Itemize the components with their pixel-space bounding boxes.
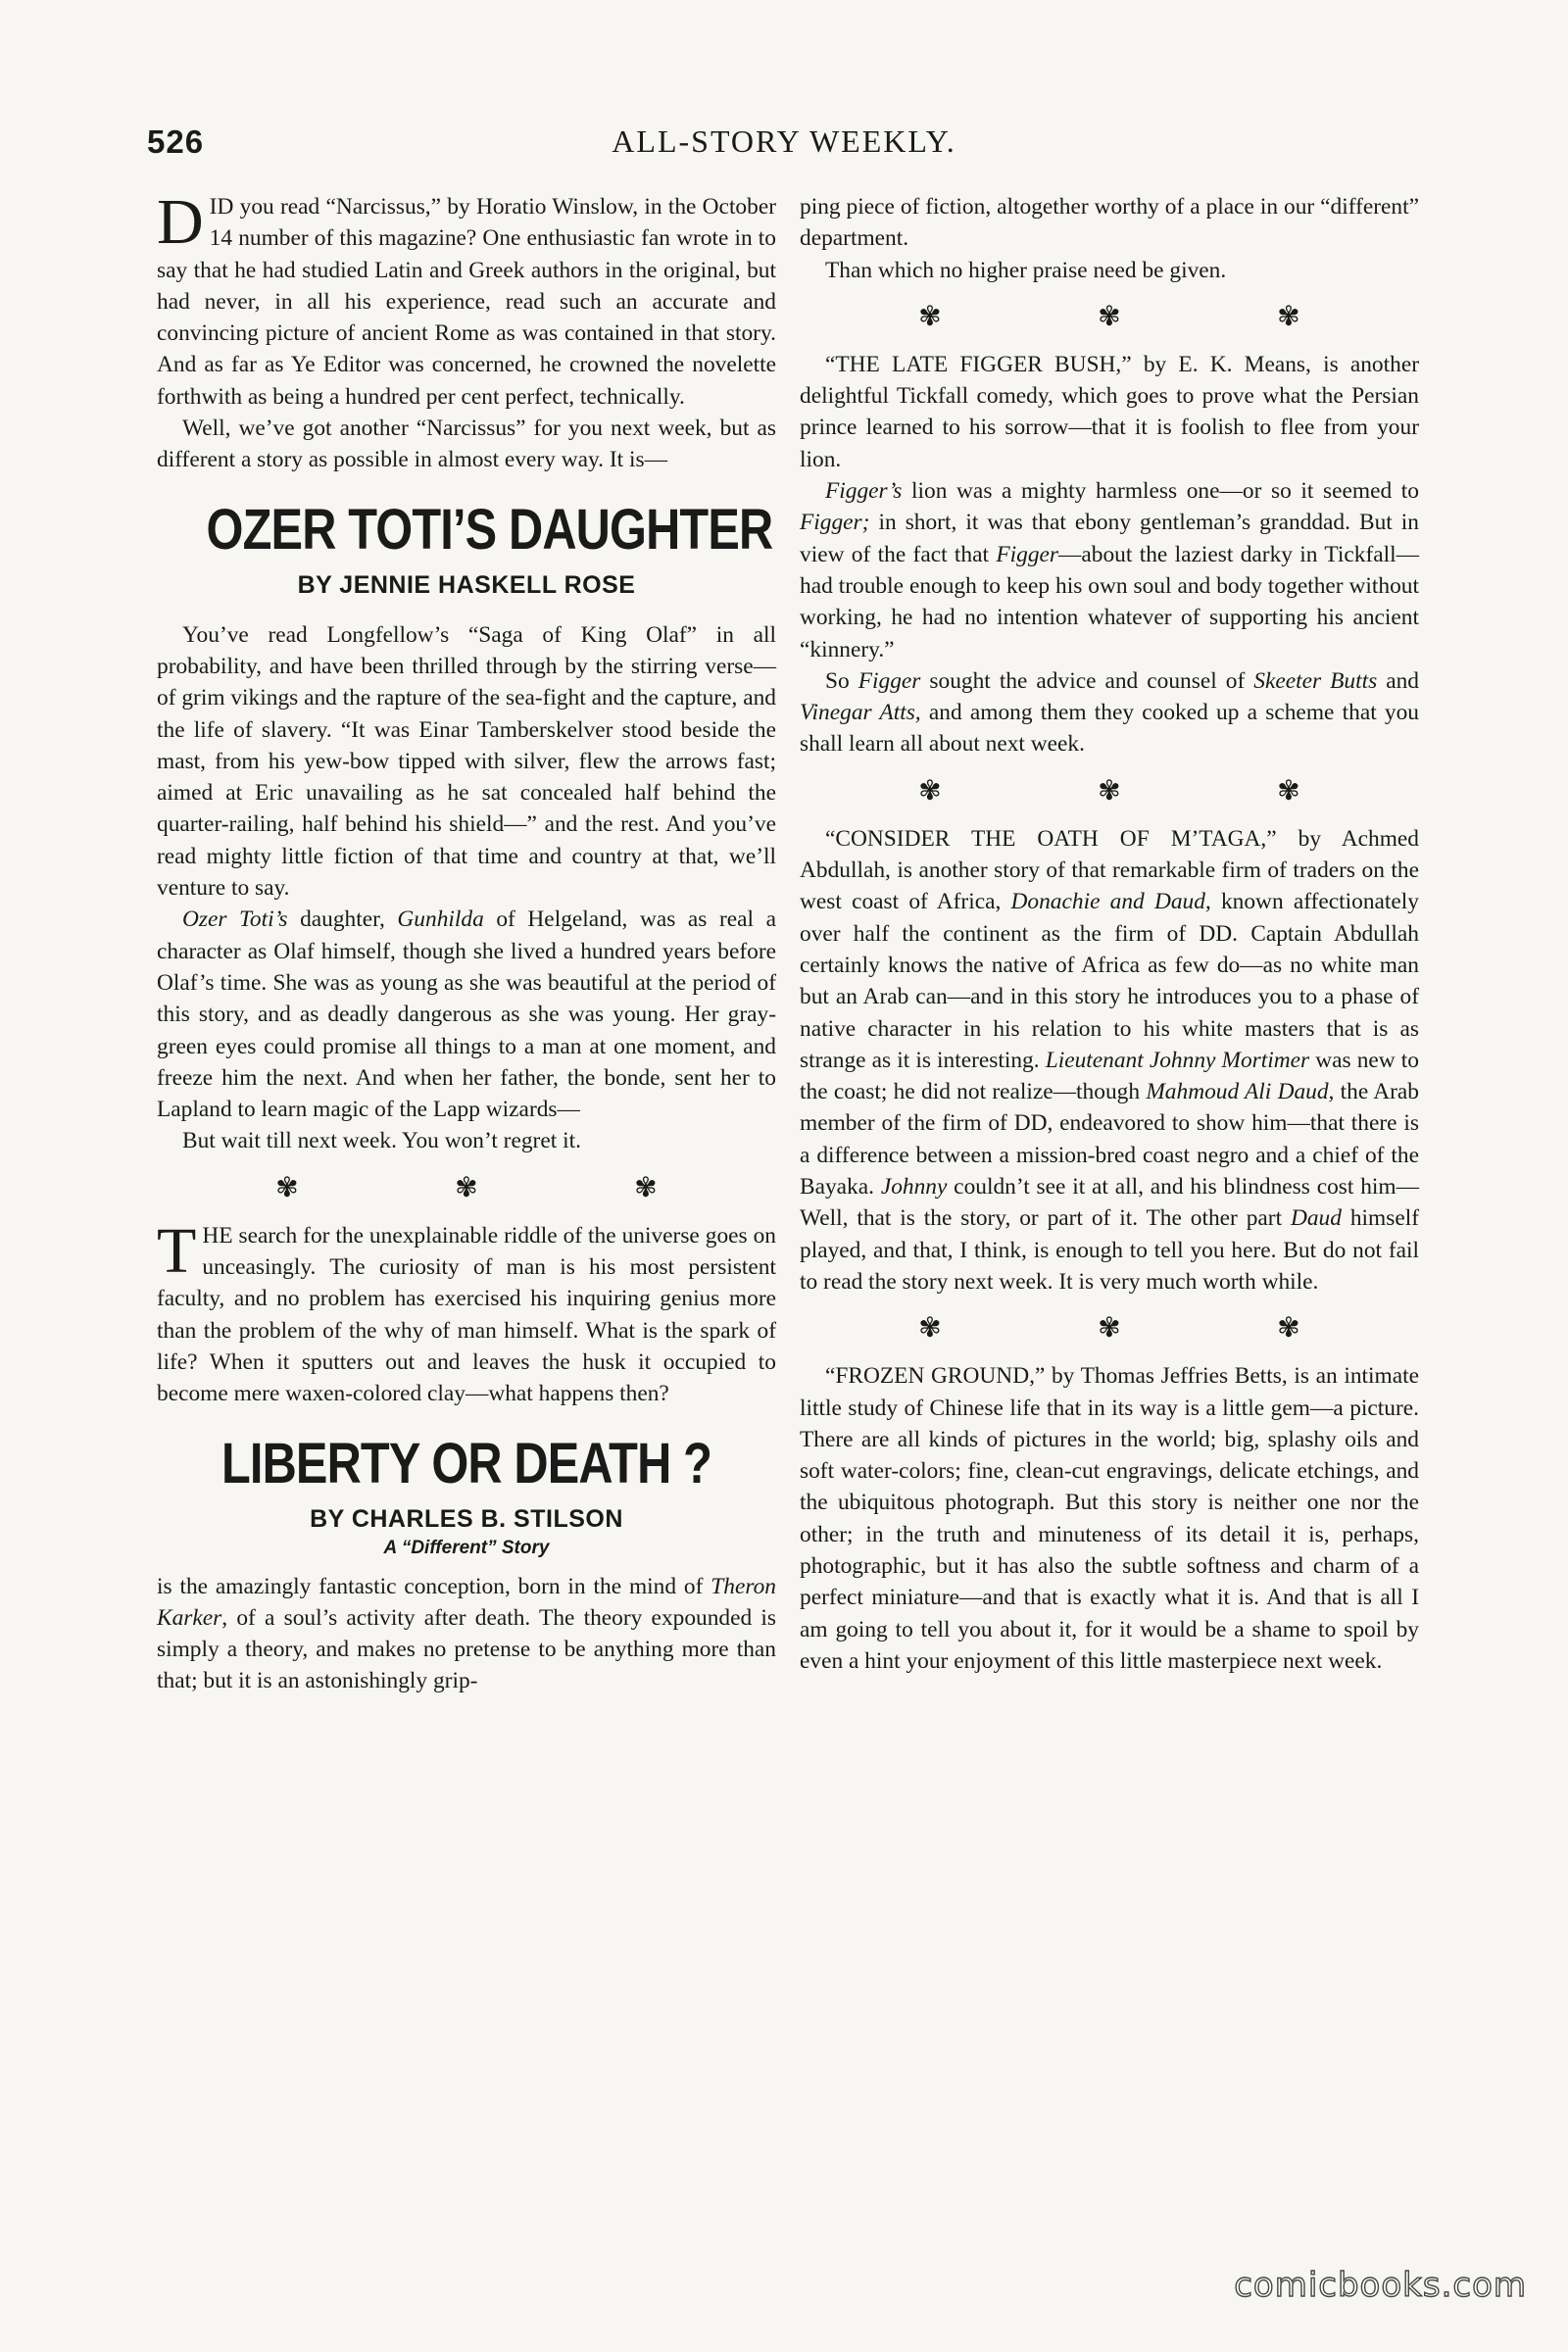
praise-paragraph: Than which no higher praise need be given. (825, 257, 1227, 283)
left-column (157, 186, 776, 1697)
frozen-ground-paragraph: “FROZEN GROUND,” by Thomas Jeffries Betts, is an intimate little study of Chinese life that in its way is a little gem—a picture. There are all kinds of pictures in the world; big, splashy oils and soft water-colors; fine, clean-cut engravings, delicate etchings, and the ubiquitous photograph. But this story is neither one nor the other; in the truth and minuteness of its detail it is, perhaps, photographic, but it has also the subtle softness and charm of a perfect miniature—and that is exactly what it is. And that is all I am going to tell you about it, for it would be a shame to spoil by even a hint your enjoyment of this little masterpiece next week. (800, 1363, 1419, 1674)
italic-name: Theron Karker (157, 1573, 776, 1631)
text-run: the Arab member of the firm of DD, endeavored to show him—that there is a difference between a mission-bred coast negro and a chief of the Bayaka. (800, 1079, 1419, 1200)
italic-name: Figger (858, 667, 921, 694)
italic-name: Vinegar Atts, (800, 700, 921, 726)
byline-charles-b-stilson: BY CHARLES B. STILSON (310, 1504, 623, 1533)
continued-paragraph: ping piece of fiction, altogether worthy of a place in our “different” department. (800, 194, 1419, 252)
text-run: and (1377, 667, 1419, 694)
fleuron-icon: ✾ (918, 1311, 942, 1345)
text-run: couldn’t see it at all, and his blindness cost him— Well, that is the story, or part of it. The other part (800, 1174, 1419, 1232)
text-run: was new to the coast; he did not realize—though (800, 1047, 1419, 1105)
figger-scheme-paragraph (800, 665, 1419, 760)
fleuron-icon: ✾ (1098, 773, 1121, 807)
liberty-description-paragraph (157, 1571, 776, 1697)
story-title-ozer-totis-daughter: OZER TOTI’S DAUGHTER (206, 497, 773, 562)
text-run: known affectionately over half the continent as the firm of DD. Captain Abdullah certainly knows the native of Africa as few do—as no white man but an Arab can—and in this story he introduces you to a phase of native character in his relation to his white masters that is as strange as it is interesting. (800, 889, 1419, 1073)
italic-name: Daud (1290, 1205, 1342, 1232)
drop-cap: D (157, 186, 204, 258)
running-title: ALL-STORY WEEKLY. (612, 123, 956, 159)
italic-name: Ozer Toti’s (182, 906, 288, 933)
italic-name: Lieutenant Johnny Mortimer (1045, 1047, 1310, 1073)
watermark-logo: comicbooks.com (1234, 2266, 1527, 2305)
fleuron-icon: ✾ (918, 773, 942, 807)
byline-jennie-haskell-rose: BY JENNIE HASKELL ROSE (297, 570, 636, 599)
fleuron-icon: ✾ (634, 1170, 658, 1203)
narcissus-teaser-paragraph: Well, we’ve got another “Narcissus” for you next week, but as different a story as possible in almost every way. It is— (157, 416, 776, 473)
text-run: daughter, (287, 906, 398, 933)
ornament-separator (913, 1311, 1305, 1345)
text-run: himself played, and that, I think, is enough to tell you here. But do not fail to read the story next week. It is very much worth while. (800, 1205, 1419, 1295)
riddle-text: HE search for the unexplainable riddle of the universe goes on unceasingly. The curiosity of man is his most persistent faculty, and no problem has exercised his inquiring genius more than the problem of the why of man himself. What is the spark of life? When it sputters out and leaves the husk it occupied to become mere waxen-colored clay—what happens then? (157, 1222, 776, 1407)
italic-name: Figger (996, 541, 1059, 567)
fleuron-icon: ✾ (918, 299, 942, 332)
story-title-liberty-or-death: LIBERTY OR DEATH ? (220, 1431, 712, 1495)
fleuron-icon: ✾ (1098, 299, 1121, 332)
gunhilda-paragraph (157, 904, 776, 1125)
fleuron-icon: ✾ (1277, 299, 1300, 332)
wait-paragraph: But wait till next week. You won’t regret it. (182, 1128, 581, 1154)
text-run: , of a soul’s activity after death. The theory expounded is simply a theory, and makes no pretense to be anything more than that; but it is an astonishingly grip- (157, 1604, 776, 1694)
figger-bush-paragraph: “THE LATE FIGGER BUSH,” by E. K. Means, is another delightful Tickfall comedy, which goes to prove what the Persian prince learned to his sorrow—that it is foolish to flee from your lion. (800, 351, 1419, 472)
drop-cap: T (157, 1214, 197, 1287)
text-run: sought the advice and counsel of (920, 667, 1254, 694)
italic-name: Figger’s (825, 478, 903, 505)
page-number: 526 (147, 123, 205, 160)
text-run: —about the laziest darky in Tickfall—had trouble enough to keep his own soul and body together without working, he had no intention whatever of supporting his ancient “kinnery.” (800, 541, 1419, 662)
fleuron-icon: ✾ (455, 1170, 478, 1203)
ornament-separator (913, 300, 1305, 333)
text-run: “CONSIDER THE OATH OF M’TAGA,” by Achmed Abdullah, is another story of that remarkable firm of traders on the west coast of Africa, (800, 825, 1419, 915)
italic-name: Mahmoud Ali Daud, (1146, 1079, 1335, 1105)
italic-name: Gunhilda (397, 906, 484, 933)
ornament-separator (913, 774, 1305, 808)
intro-text: ID you read “Narcissus,” by Horatio Winslow, in the October 14 number of this magazine? One enthusiastic fan wrote in to say that he had studied Latin and Greek authors in the original, but had never, in all his experience, read such an accurate and convincing picture of ancient Rome as was contained in that story. And as far as Ye Editor was concerned, he crowned the novelette forthwith as being a hundred per cent perfect, technically. (157, 194, 776, 410)
text-run: lion was a mighty harmless one—or so it seemed to (902, 478, 1419, 505)
ornament-separator (270, 1171, 662, 1204)
mtaga-paragraph (800, 823, 1419, 1298)
text-run: is the amazingly fantastic conception, born in the mind of (157, 1573, 711, 1599)
right-column (800, 191, 1419, 1677)
text-run: So (825, 667, 858, 694)
text-run: and among them they cooked up a scheme that you shall learn all about next week. (800, 700, 1420, 758)
page-header (147, 123, 1421, 169)
fleuron-icon: ✾ (1277, 773, 1300, 807)
text-run: of Helgeland, was as real a character as Olaf himself, though she lived a hundred years before Olaf’s time. She was as young as she was beautiful at the period of this story, and as deadly dangerous as she was young. Her gray-green eyes could promise all things to a man at one moment, and freeze him the next. And when her father, the bonde, sent her to Lapland to learn magic of the Lapp wizards— (157, 906, 776, 1123)
italic-name: Johnny (880, 1174, 948, 1200)
saga-paragraph: You’ve read Longfellow’s “Saga of King Olaf” in all probability, and have been thrilled through by the stirring verse—of grim vikings and the rapture of the sea-fight and the capture, and the life of slavery. “It was Einar Tamberskelver stood beside the mast, from his yew-bow tipped with silver, flew the arrows fast; aimed at Eric unavailing as he sat concealed half behind the quarter-railing, half behind his shield—” and the rest. And you’ve read mighty little fiction of that time and country at that, we’ll venture to say. (157, 621, 776, 902)
figger-lion-paragraph (800, 475, 1419, 665)
fleuron-icon: ✾ (275, 1170, 299, 1203)
italic-name: Donachie and Daud, (1010, 889, 1211, 915)
italic-name: Skeeter Butts (1253, 667, 1378, 694)
different-story-note: A “Different” Story (383, 1537, 550, 1558)
intro-paragraph (157, 186, 776, 413)
fleuron-icon: ✾ (1277, 1311, 1300, 1345)
italic-name: Figger; (800, 510, 870, 536)
riddle-paragraph (157, 1214, 776, 1410)
text-run: in short, it was that ebony gentleman’s granddad. But in view of the fact that (800, 510, 1419, 567)
fleuron-icon: ✾ (1098, 1311, 1121, 1345)
